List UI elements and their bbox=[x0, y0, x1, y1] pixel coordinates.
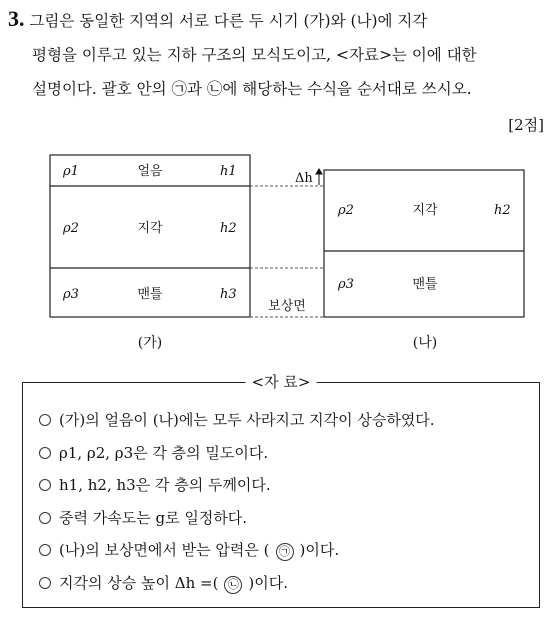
na-rho3: ρ3 bbox=[338, 277, 354, 292]
na-mantle-label: 맨틀 bbox=[412, 277, 438, 292]
data-box-items bbox=[39, 409, 435, 604]
ga-h2: h2 bbox=[220, 221, 237, 236]
blank-1-marker: ㉠ bbox=[276, 543, 294, 561]
data-box-title: <자 료> bbox=[246, 371, 317, 392]
data-item-text: h1, h2, h3은 각 층의 두께이다. bbox=[59, 476, 271, 494]
bullet-icon bbox=[39, 414, 51, 426]
ga-rho2: ρ2 bbox=[63, 221, 79, 236]
data-item-4 bbox=[39, 507, 435, 540]
bullet-icon bbox=[39, 512, 51, 524]
ga-rho1: ρ1 bbox=[63, 164, 79, 179]
na-h2: h2 bbox=[494, 203, 511, 218]
ga-crust-label: 지각 bbox=[137, 221, 163, 236]
diagram-na bbox=[324, 170, 524, 317]
question-line-2: 평형을 이루고 있는 지하 구조의 모식도이고, <자료>는 이에 대한 bbox=[32, 46, 477, 64]
ga-h1: h1 bbox=[220, 164, 237, 179]
delta-h-label: Δh bbox=[295, 171, 313, 186]
blank-2-marker: ㉡ bbox=[224, 576, 242, 594]
data-item-tail: )이다. bbox=[299, 541, 340, 559]
data-item-tail: )이다. bbox=[248, 573, 289, 592]
data-item-text: 중력 가속도는 g로 일정하다. bbox=[59, 508, 248, 527]
question-number: 3. bbox=[8, 6, 25, 31]
ga-h3: h3 bbox=[220, 287, 237, 302]
points-label: [2점] bbox=[508, 116, 544, 134]
delta-h-arrowhead bbox=[316, 169, 322, 174]
question-text-1: 그림은 동일한 지역의 서로 다른 두 시기 (가)와 (나)에 지각 bbox=[29, 12, 428, 30]
ga-ice-label: 얼음 bbox=[137, 164, 163, 179]
ga-rho3: ρ3 bbox=[63, 287, 79, 302]
caption-ga: (가) bbox=[137, 335, 163, 351]
data-item-3 bbox=[39, 474, 435, 507]
data-item-text: (가)의 얼음이 (나)에는 모두 사라지고 지각이 상승하였다. bbox=[59, 411, 435, 429]
bullet-icon bbox=[39, 479, 51, 491]
data-box bbox=[22, 373, 540, 608]
bullet-icon bbox=[39, 544, 51, 556]
na-rho2: ρ2 bbox=[338, 203, 354, 218]
na-outline bbox=[324, 170, 524, 317]
data-item-6 bbox=[39, 572, 435, 605]
na-crust-label: 지각 bbox=[412, 203, 438, 218]
question-line-3: 설명이다. 괄호 안의 ㉠과 ㉡에 해당하는 수식을 순서대로 쓰시오. bbox=[32, 80, 472, 98]
data-item-5 bbox=[39, 539, 435, 572]
data-item-text: ρ1, ρ2, ρ3은 각 층의 밀도이다. bbox=[59, 443, 269, 462]
data-item-text: 지각의 상승 높이 Δh =( bbox=[59, 573, 219, 592]
compensation-surface-label: 보상면 bbox=[268, 299, 306, 314]
data-item-text: (나)의 보상면에서 받는 압력은 ( bbox=[59, 541, 270, 559]
ga-mantle-label: 맨틀 bbox=[137, 287, 163, 302]
data-item-2 bbox=[39, 442, 435, 475]
caption-na: (나) bbox=[412, 335, 438, 351]
bullet-icon bbox=[39, 577, 51, 589]
data-item-1 bbox=[39, 409, 435, 442]
bullet-icon bbox=[39, 447, 51, 459]
